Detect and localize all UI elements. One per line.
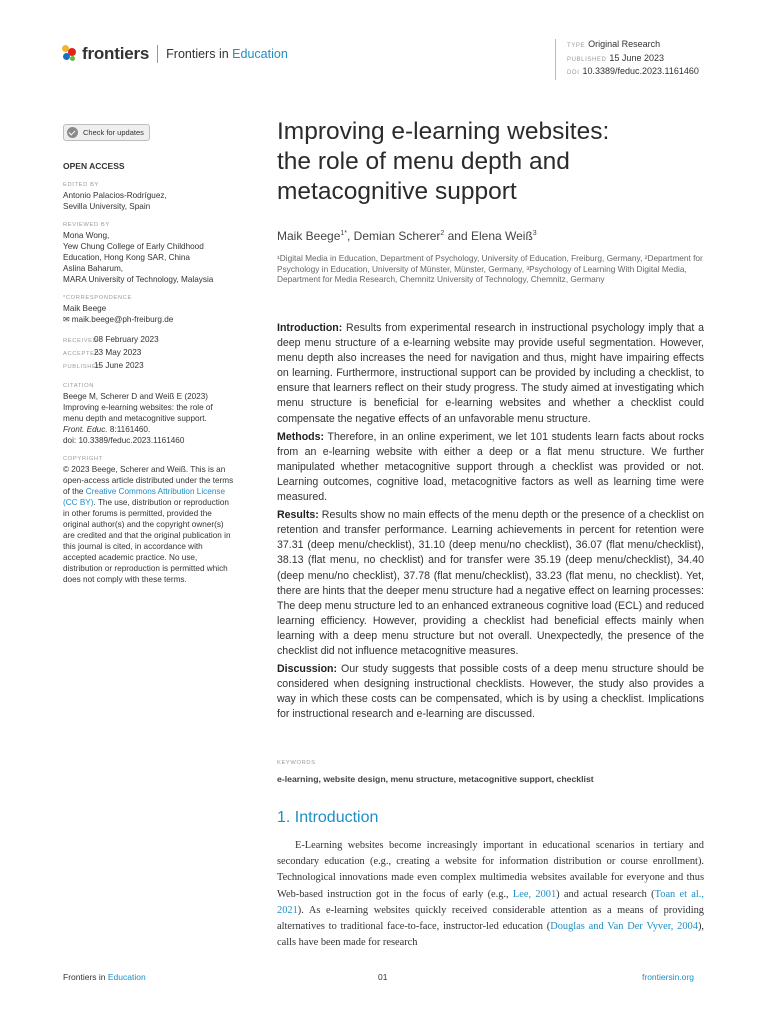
open-access-label: OPEN ACCESS bbox=[63, 161, 125, 171]
editor: Antonio Palacios-Rodríguez, Sevilla University, Spain bbox=[63, 191, 167, 211]
section-heading-introduction: 1. Introduction bbox=[277, 809, 379, 826]
divider bbox=[157, 45, 158, 63]
page-number: 01 bbox=[378, 972, 388, 982]
copyright-text: © 2023 Beege, Scherer and Weiß. This is an open-access article distributed under the terms of the Creative Commons Attribution License (CC BY). The use, distribution or reproduction in other forums is permitted, provided the original author(s) and the copyright owner(s) are credited and that the original publication in this journal is cited, in accordance with accepted academic practice. No use, distribution or reproduction is permitted which does not comply with these terms. bbox=[63, 465, 234, 584]
citation-heading: CITATION bbox=[63, 383, 94, 389]
article-title: Improving e-learning websites: the role of menu depth and metacognitive support bbox=[277, 118, 610, 205]
reviewers: Mona Wong, Yew Chung College of Early Childhood Education, Hong Kong SAR, China Aslina Baharum, MARA University of Technology, Malaysia bbox=[63, 231, 214, 284]
abstract-introduction: Introduction: Results from experimental research in instructional psychology imply that a deep menu structure of a e-learning website may provide useful segmentation. However, menu depth also increases the need for navigation and thus, might have impairing effects on learning. Furthermore, instructional support can be provided by including a checklist, to ensure that learners reflect on their study progress. The study aimed at investigating which menu structure is beneficial for e-learning websites and whether a checklist could compensate the negative effects of an unfavorable menu structure. bbox=[277, 322, 704, 425]
check-for-updates-button[interactable]: Check for updates bbox=[63, 124, 150, 141]
footer-site-link[interactable]: frontiersin.org bbox=[642, 972, 694, 982]
citation-link[interactable]: Toan et al., 2021 bbox=[277, 888, 705, 916]
article-meta bbox=[555, 39, 699, 80]
brand-name: frontiers bbox=[82, 44, 150, 63]
author[interactable]: Elena Weiß$^3$ bbox=[470, 229, 537, 243]
checkmark-icon bbox=[67, 127, 78, 138]
footer-journal: Frontiers in Education bbox=[63, 972, 146, 982]
copyright-heading: COPYRIGHT bbox=[63, 456, 103, 462]
cc-by-link[interactable]: (CC BY) bbox=[63, 498, 94, 507]
article-dates: RECEIVED08 February 2023 ACCEPTED23 May 2023 PUBLISHED15 June 2023 bbox=[63, 335, 159, 370]
correspondence-heading: *CORRESPONDENCE bbox=[63, 295, 132, 301]
cc-license-link[interactable]: Creative Commons Attribution License bbox=[85, 487, 226, 496]
reviewed-by-heading: REVIEWED BY bbox=[63, 222, 110, 228]
affiliations: ¹Digital Media in Education, Department of Psychology, University of Education, Freiburg, Germany, ²Department for Psychology in Education, University of Münster, Münster, Germany, ³Psychology of Learning With Digital Media, Department for Media Research, Chemnitz University of Technology, Chemnitz, Germany bbox=[277, 253, 703, 285]
author[interactable]: Maik Beege$^{1*}$ bbox=[277, 229, 347, 243]
citation-link[interactable]: Lee, 2001 bbox=[512, 888, 557, 900]
meta-published: PUBLISHED 15 June 2023 bbox=[567, 52, 664, 63]
abstract-results: Results: Results show no main effects of the menu depth or the presence of a checklist on retention and transfer performance. Learning achievements in percent for retention were 37.31 (deep menu/checklist), 31.10 (deep menu/no checklist), 36.07 (flat menu/checklist), 38.13 (flat menu, no checklist) and for transfer were 35.19 (deep menu/checklist), 34.40 (deep menu/no checklist), 37.78 (flat menu/checklist), 33.23 (flat menu, no checklist). Yet, there are hints that the deeper menu structure had a negative effect on learning processes: The deep menu structure led to an enhanced extraneous cognitive load (ECL) and reduced learning efficiency. However, providing a checklist had beneficial effects mainly when learning with a deep menu structure but not overall. Unexpectedly, the presence of the checklist did not influence metacognitive measures. bbox=[277, 509, 704, 657]
meta-doi: DOI 10.3389/feduc.2023.1161460 bbox=[567, 66, 699, 76]
correspondence-name: Maik Beege bbox=[63, 304, 107, 313]
introduction-paragraph: E-Learning websites become increasingly important in educational scenarios in tertiary and secondary education (e.g., creating a website for information distribution or course enrollment). Technological innovations made even complex multimedia websites available for everyone and thus Web-based instruction got in the focus of early (e.g., Lee, 2001) and actual research (Toan et al., 2021). As e-learning websites quickly received considerable attention as a means of providing alternatives to traditional face-to-face, instructor-led education (Douglas and Van Der Vyver, 2004), calls have been made for research bbox=[277, 840, 705, 949]
abstract bbox=[277, 321, 704, 725]
keywords-heading: KEYWORDS bbox=[277, 760, 316, 766]
author-list: Maik Beege$^{1*}$, Demian Scherer$^2$ and Elena Weiß$^3$ bbox=[277, 229, 537, 243]
keywords: e-learning, website design, menu structure, metacognitive support, checklist bbox=[277, 774, 594, 784]
meta-type: TYPE Original Research bbox=[567, 39, 661, 49]
citation-doi[interactable]: doi: 10.3389/feduc.2023.1161460 bbox=[63, 436, 185, 445]
citation: Beege M, Scherer D and Weiß E (2023) Improving e-learning websites: the role of menu depth and metacognitive support. Front. Educ. 8:1161460. doi: 10.3389/feduc.2023.1161460 bbox=[63, 391, 263, 446]
frontiers-logo[interactable] bbox=[62, 44, 288, 64]
journal-name[interactable]: Frontiers in Education bbox=[166, 47, 288, 61]
abstract-discussion: Discussion: Our study suggests that possible costs of a deep menu structure should be considered when designing instructional checklists. However, the study also provides a way in which these costs can be compensated, which is by using a checklist. Implications for instructional research and e-learning are discussed. bbox=[277, 663, 704, 721]
edited-by-heading: EDITED BY bbox=[63, 182, 100, 188]
author[interactable]: Demian Scherer$^2$ bbox=[353, 229, 445, 243]
citation-link[interactable]: Douglas and Van Der Vyver, 2004 bbox=[550, 921, 698, 933]
mail-icon: ✉ bbox=[63, 315, 70, 324]
abstract-methods: Methods: Therefore, in an online experiment, we let 101 students learn facts about rocks from an e-learning website with either a deep or a flat menu structure. We further manipulated whether metacognitive support through a checklist was provided or not. Learning outcomes, cognitive load, metacognitive factors as well as learning time were measured. bbox=[277, 430, 704, 504]
frontiers-logo-icon bbox=[62, 45, 78, 63]
article-sidebar bbox=[63, 124, 263, 585]
correspondence-email[interactable]: ✉ maik.beege@ph-freiburg.de bbox=[63, 315, 174, 324]
